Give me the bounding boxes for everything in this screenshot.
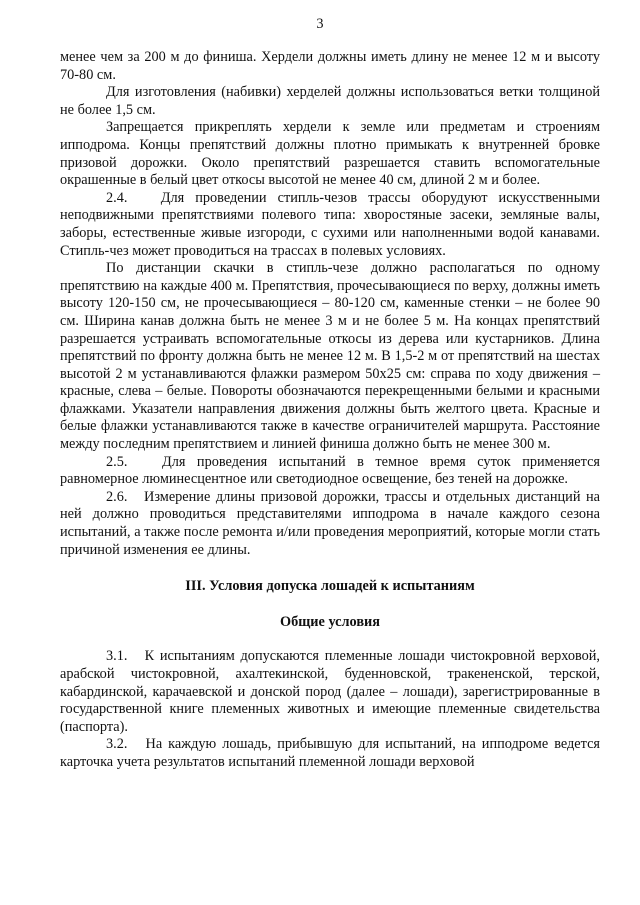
section-heading: III. Условия допуска лошадей к испытаниям (185, 578, 475, 595)
paragraph: менее чем за 200 м до финиша. Хердели должны иметь длину не менее 12 м и высоту 70-80 см. (60, 49, 600, 83)
paragraph-2-4: 2.4. Для проведении стипль-чезов трассы оборудуют искусственными неподвижными препятствиями полевого типа: хворостяные засеки, земляные валы, заборы, естественные живые изгороди, с сухими или наполненными водой канавами. Стипль-чез может проводиться на трассах в полевых условиях. (60, 189, 600, 259)
paragraph-3-1: 3.1. К испытаниям допускаются племенные лошади чистокровной верховой, арабской чистокровной, ахалтекинской, буденновской, тракененской, терской, кабардинской, карачаевской и донской пород (далее – лошади), зарегистрированные в государственной книге племенных животных и имеющие племенные свидетельства (паспорта). (60, 648, 600, 735)
paragraph-3-2: 3.2. На каждую лошадь, прибывшую для испытаний, на ипподроме ведется карточка учета результатов испытаний племенной лошади верховой (60, 736, 600, 770)
paragraph: Запрещается прикреплять хердели к земле или предметам и строениям ипподрома. Концы препятствий должны плотно примыкать к внутренней бровке призовой дорожки. Около препятствий разрешается ставить вспомогательные окрашенные в белый цвет откосы высотой не менее 40 см, длиной 2 м и более. (60, 119, 600, 189)
paragraph-2-6: 2.6. Измерение длины призовой дорожки, трассы и отдельных дистанций на ней должно проводиться представителями ипподрома в начале каждого сезона испытаний, а также после ремонта и/или проведения мероприятий, которые могли стать причиной изменения ее длины. (60, 488, 600, 558)
paragraph-2-5: 2.5. Для проведения испытаний в темное время суток применяется равномерное люминесцентное или светодиодное освещение, без теней на дорожке. (60, 453, 600, 488)
document-body (60, 49, 600, 772)
paragraph: По дистанции скачки в стипль-чезе должно располагаться по одному препятствию на каждые 400 м. Препятствия, прочесывающиеся по верху, должны иметь высоту 120-150 см, не прочесывающиеся – 80-120 см, каменные стенки – не более 90 см. Ширина канав должна быть не менее 3 м и не более 5 м. На концах препятствий разрешается устраивать вспомогательные откосы из дерева или кустарников. Длина препятствий по фронту должна быть не менее 12 м. В 1,5-2 м от препятствий на шестах высотой 2 м устанавливаются флажки размером 50х25 см: справа по ходу движения – красные, слева – белые. Повороты обозначаются перекрещенными белыми и красными флажками. Указатели направления движения должны быть желтого цвета. Красные и белые флажки устанавливаются также в качестве ограничителей маршрута. Расстояние между последним препятствием и линией финиша должно быть не менее 300 м. (60, 260, 600, 453)
paragraph: Для изготовления (набивки) херделей должны использоваться ветки толщиной не более 1,5 см. (60, 84, 600, 118)
page-number: 3 (316, 16, 324, 32)
subsection-heading: Общие условия (279, 613, 381, 630)
